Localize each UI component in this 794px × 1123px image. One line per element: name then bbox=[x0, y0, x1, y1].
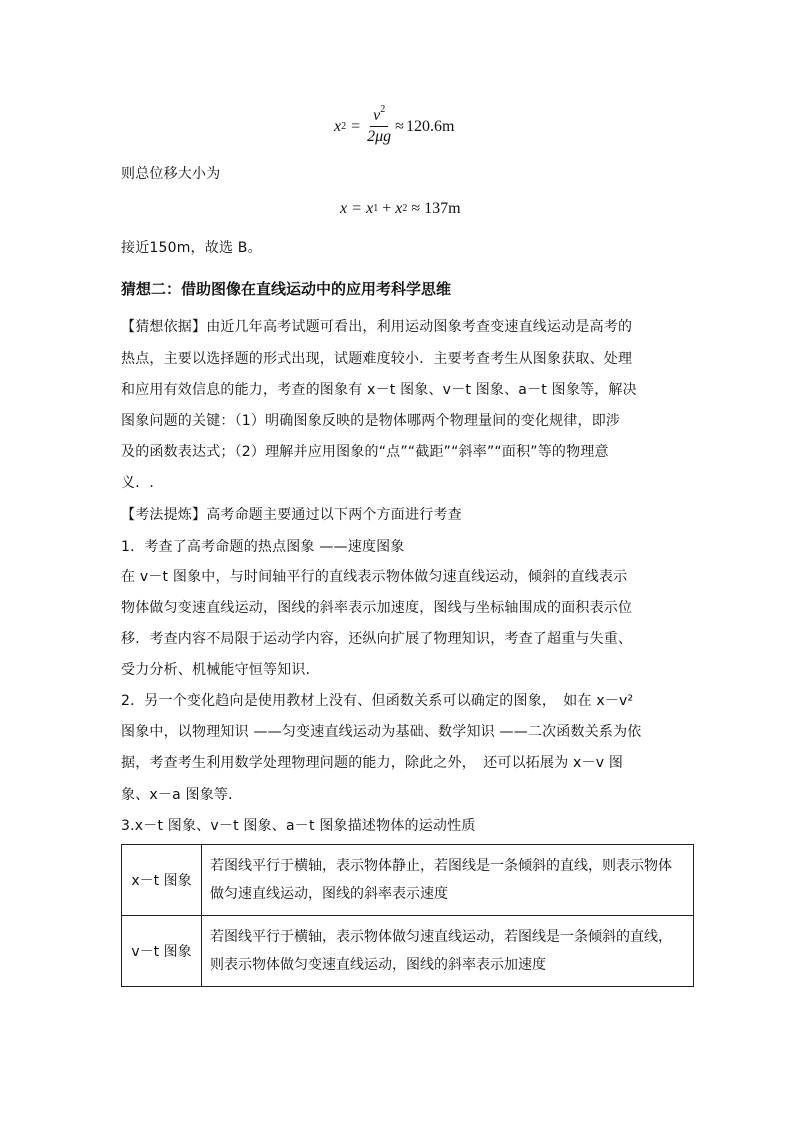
equation-total: x = x 1 + x 2 ≈ 137m bbox=[340, 200, 461, 217]
basis-line-2: 热点，主要以选择题的形式出现，试题难度较小．主要考查考生从图象获取、处理 bbox=[121, 351, 633, 367]
table-cell-label: x－t 图象 bbox=[122, 845, 202, 916]
eq1-equals: = bbox=[351, 117, 361, 135]
eq2-equals: = bbox=[352, 200, 362, 217]
point1-line-4: 受力分析、机械能守恒等知识． bbox=[121, 662, 320, 678]
total-displacement-text: 则总位移大小为 bbox=[121, 166, 221, 182]
equation-x2: x 2 = $\frac{v^2}{2\mu g}$ ≈ 120.6m bbox=[334, 104, 455, 145]
point1-line-1: 在 v－t 图象中，与时间轴平行的直线表示物体做匀速直线运动，倾斜的直线表示 bbox=[121, 569, 628, 585]
section-heading: 猜想二：借助图像在直线运动中的应用考科学思维 bbox=[121, 280, 452, 298]
table-row bbox=[122, 845, 694, 916]
eq1-num-sup: 2 bbox=[380, 104, 386, 115]
table-cell-desc: 若图线平行于横轴，表示物体静止，若图线是一条倾斜的直线，则表示物体做匀速直线运动，图线的斜率表示速度 bbox=[202, 845, 694, 916]
eq1-approx: ≈ bbox=[395, 117, 404, 135]
point1-title: 1．考查了高考命题的热点图象 ——速度图象 bbox=[121, 539, 405, 555]
method-title: 【考法提炼】高考命题主要通过以下两个方面进行考查 bbox=[121, 507, 462, 523]
basis-line-1: 【猜想依据】由近几年高考试题可看出，利用运动图象考查变速直线运动是高考的 bbox=[121, 319, 633, 335]
graph-properties-table bbox=[121, 844, 694, 987]
point1-line-3: 移．考查内容不局限于运动学内容，还纵向扩展了物理知识，考查了超重与失重、 bbox=[121, 631, 633, 647]
eq2-lhs: x bbox=[340, 200, 348, 217]
eq2-x2: x bbox=[395, 200, 403, 217]
eq2-approx: ≈ bbox=[411, 200, 421, 217]
eq1-lhs-var: x bbox=[334, 117, 342, 135]
point1-line-2: 物体做匀变速直线运动，图线的斜率表示加速度，图线与坐标轴围成的面积表示位 bbox=[121, 600, 633, 616]
point2-line-2: 图象中，以物理知识 ——匀变速直线运动为基础、数学知识 ——二次函数关系为依 bbox=[121, 724, 642, 740]
eq1-result: 120.6m bbox=[405, 117, 455, 135]
point2-line-4: 象、x－a 图象等． bbox=[121, 787, 243, 803]
basis-line-6: 义．. bbox=[121, 475, 155, 491]
table-row bbox=[122, 916, 694, 987]
eq2-result: 137m bbox=[424, 200, 461, 217]
eq1-num-var: v bbox=[373, 107, 381, 124]
basis-line-4: 图象问题的关键：（1）明确图象反映的是物体哪两个物理量间的变化规律，即涉 bbox=[121, 413, 621, 429]
table-cell-desc: 若图线平行于横轴，表示物体做匀速直线运动，若图线是一条倾斜的直线，则表示物体做匀变速直线运动，图线的斜率表示加速度 bbox=[202, 916, 694, 987]
point2-line-1: 2．另一个变化趋向是使用教材上没有、但函数关系可以确定的图象， 如在 x－v² bbox=[121, 693, 634, 709]
point3-title: 3.x－t 图象、v－t 图象、a－t 图象描述物体的运动性质 bbox=[121, 818, 476, 834]
eq1-den: 2μg bbox=[367, 128, 392, 145]
basis-line-5: 及的函数表达式；（2）理解并应用图象的“点”“截距”“斜率”“面积”等的物理意 bbox=[121, 444, 609, 460]
eq2-plus: + bbox=[382, 200, 392, 217]
basis-line-3: 和应用有效信息的能力，考查的图象有 x－t 图象、v－t 图象、a－t 图象等，解决 bbox=[121, 382, 637, 398]
eq1-fraction bbox=[367, 104, 392, 145]
eq2-x1: x bbox=[366, 200, 374, 217]
point2-line-3: 据，考查考生利用数学处理物理问题的能力，除此之外， 还可以拓展为 x－v 图 bbox=[121, 755, 624, 771]
conclusion-text: 接近150m，故选 B。 bbox=[121, 240, 262, 256]
table-cell-label: v－t 图象 bbox=[122, 916, 202, 987]
